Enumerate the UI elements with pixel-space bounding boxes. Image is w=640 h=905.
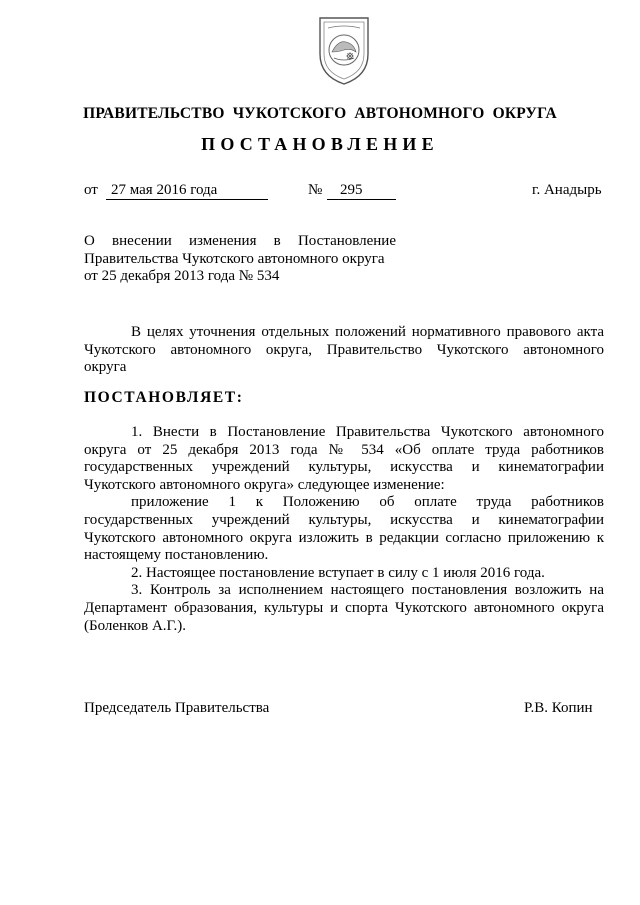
text-line: 3. Контроль за исполнением настоящего постановления возложить на [131, 582, 604, 599]
date-underline [106, 199, 268, 200]
subject-line: Правительства Чукотского автономного округа [84, 250, 385, 267]
text-line: Чукотского автономного округа» следующее изменение: [84, 476, 445, 493]
text-line: государственных учреждений культуры, искусства и кинематографии [84, 459, 604, 476]
date-prefix: от [84, 182, 98, 198]
text-line: Чукотского автономного округа, Правительство Чукотского автономного [84, 341, 604, 358]
resolution-items [84, 424, 604, 635]
number-label: № [308, 182, 323, 198]
text-line: округа от 25 декабря 2013 года № 534 «Об оплате труда работников [84, 441, 604, 458]
subject-line: О внесении изменения в Постановление [84, 233, 396, 249]
text-line: 2. Настоящее постановление вступает в силу с 1 июля 2016 года. [131, 564, 545, 581]
signatory-title: Председатель Правительства [84, 700, 270, 716]
text-line: (Боленков А.Г.). [84, 617, 186, 634]
text-line: В целях уточнения отдельных положений нормативного правового акта [131, 324, 604, 340]
document-city: г. Анадырь [532, 182, 602, 198]
text-line: 1. Внести в Постановление Правительства Чукотского автономного [131, 424, 604, 440]
text-line: приложение 1 к Положению об оплате труда работников [131, 494, 604, 511]
text-line: настоящему постановлению. [84, 547, 269, 564]
document-subject [84, 233, 396, 286]
preamble-paragraph [84, 324, 604, 377]
document-date: 27 мая 2016 года [111, 182, 218, 198]
document-type-title: ПОСТАНОВЛЕНИЕ [201, 134, 439, 154]
document-number: 295 [340, 182, 363, 198]
coat-of-arms-emblem [312, 14, 376, 86]
subject-line: от 25 декабря 2013 года № 534 [84, 268, 280, 284]
text-line: государственных учреждений культуры, искусства и кинематографии [84, 511, 604, 528]
government-title: ПРАВИТЕЛЬСТВО ЧУКОТСКОГО АВТОНОМНОГО ОКРУГА [83, 105, 557, 122]
text-line: округа [84, 359, 127, 376]
signatory-name: Р.В. Копин [524, 700, 593, 716]
dateline [84, 182, 604, 202]
resolves-heading: ПОСТАНОВЛЯЕТ: [84, 389, 244, 406]
text-line: Департамент образования, культуры и спорта Чукотского автономного округа [84, 599, 604, 616]
text-line: Чукотского автономного округа изложить в редакции согласно приложению к [84, 529, 604, 546]
number-underline [327, 199, 396, 200]
